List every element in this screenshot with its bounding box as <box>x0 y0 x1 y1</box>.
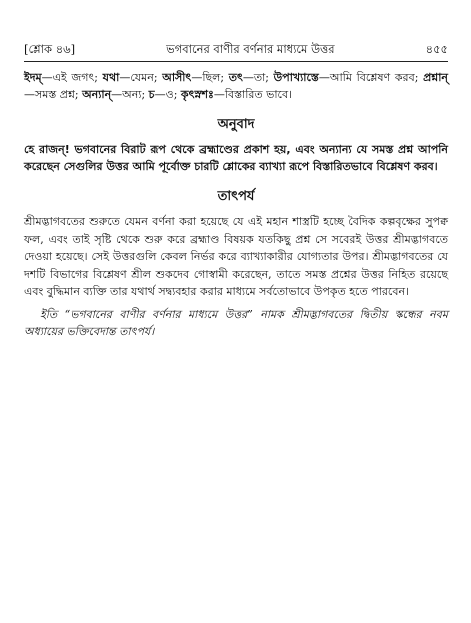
synonym-term: চ <box>148 87 155 101</box>
translation-heading: অনুবাদ <box>217 117 255 132</box>
chapter-ending-note <box>24 306 448 340</box>
running-title: ভগবানের বাণীর বর্ণনার মাধ্যমে উত্তর <box>166 42 335 56</box>
synonym-term: কৃৎস্নশঃ <box>180 87 214 101</box>
synonyms-block: ইদম্—এই জগৎ; যথা—যেমন; আসীৎ—ছিল; তৎ—তা; উপাখ্যাস্তে—আমি বিশ্লেষণ করব; প্রশ্নান্—সমস্ত প্রশ্ন; অন্যান্—অন্য; চ—ও; কৃৎস্নশঃ—বিস্তারিত ভাবে। <box>24 71 448 101</box>
synonym-meaning: বিস্তারিত ভাবে <box>224 87 289 101</box>
synonym-meaning: যেমন <box>130 71 154 84</box>
synonym-meaning: আমি বিশ্লেষণ করব <box>329 71 415 84</box>
synonym-term: ইদম্ <box>24 71 42 84</box>
verse-reference: [শ্লোক ৪৬] <box>24 42 76 56</box>
synonym-term: তৎ <box>228 71 243 84</box>
synonym-term: প্রশ্নান্ <box>423 71 448 84</box>
synonym-term: আসীৎ <box>162 71 192 84</box>
purport-heading: তাৎপর্য <box>217 189 255 204</box>
synonym-meaning: ও <box>165 87 174 101</box>
synonym-meaning: অন্য <box>122 87 142 101</box>
synonym-term: যথা <box>102 71 120 84</box>
purport-text: শ্রীমদ্ভাগবতের শুরুতে যেমন বর্ণনা করা হয়েছে যে এই মহান শাস্ত্রটি হচ্ছে বৈদিক কল্পবৃক্ষের সুপক্ব ফল, এবং তাই সৃষ্টি থেকে শুরু করে ব্রহ্মাণ্ড বিষয়ক যতকিছু প্রশ্ন সে সবেরই উত্তর শ্রীমদ্ভাগবতে দেওয়া হয়েছে। সেই উত্তরগুলি কেবল নির্ভর করে ব্যাখ্যাকারীর যোগ্যতার উপর। শ্রীমদ্ভাগবতের যে দশটি বিভাগের বিশ্লেষণ শ্রীল শুকদেব গোস্বামী করেছেন, তাতে সমস্ত প্রশ্নের উত্তর নিহিত রয়েছে এবং বুদ্ধিমান ব্যক্তি তার যথার্থ সদ্ব্যবহার করার মাধ্যমে সর্বতোভাবে উপকৃত হতে পারবেন। <box>24 215 448 298</box>
page-number: ৪৫৫ <box>425 42 448 56</box>
synonym-meaning: এই জগৎ <box>52 71 95 84</box>
book-page <box>24 41 448 340</box>
ending-suffix: নামক শ্রীমদ্ভাগবতের দ্বিতীয় স্কন্ধের নবম অধ্যায়ের ভক্তিবেদান্ত তাৎপর্য। <box>24 307 448 338</box>
synonym-term: অন্যান্ <box>82 87 112 101</box>
synonym-meaning: সমস্ত প্রশ্ন <box>35 87 75 101</box>
ending-prefix: ইতি <box>40 307 58 321</box>
translation-text: হে রাজন্! ভগবানের বিরাট রূপ থেকে ব্রহ্মাণ্ডের প্রকাশ হয়, এবং অন্যান্য যে সমস্ত প্রশ্ন আপনি করেছেন সেগুলির উত্তর আমি পূর্বোক্ত চারটি শ্লোকের ব্যাখ্যা রূপে বিস্তারিতভাবে বিশ্লেষণ করব। <box>24 143 448 173</box>
page-header <box>24 41 448 62</box>
ending-chapter-title: “ভগবানের বাণীর বর্ণনার মাধ্যমে উত্তর” <box>64 307 253 321</box>
synonym-meaning: ছিল <box>202 71 221 84</box>
synonym-term: উপাখ্যাস্তে <box>273 71 319 84</box>
synonym-meaning: তা <box>253 71 266 84</box>
